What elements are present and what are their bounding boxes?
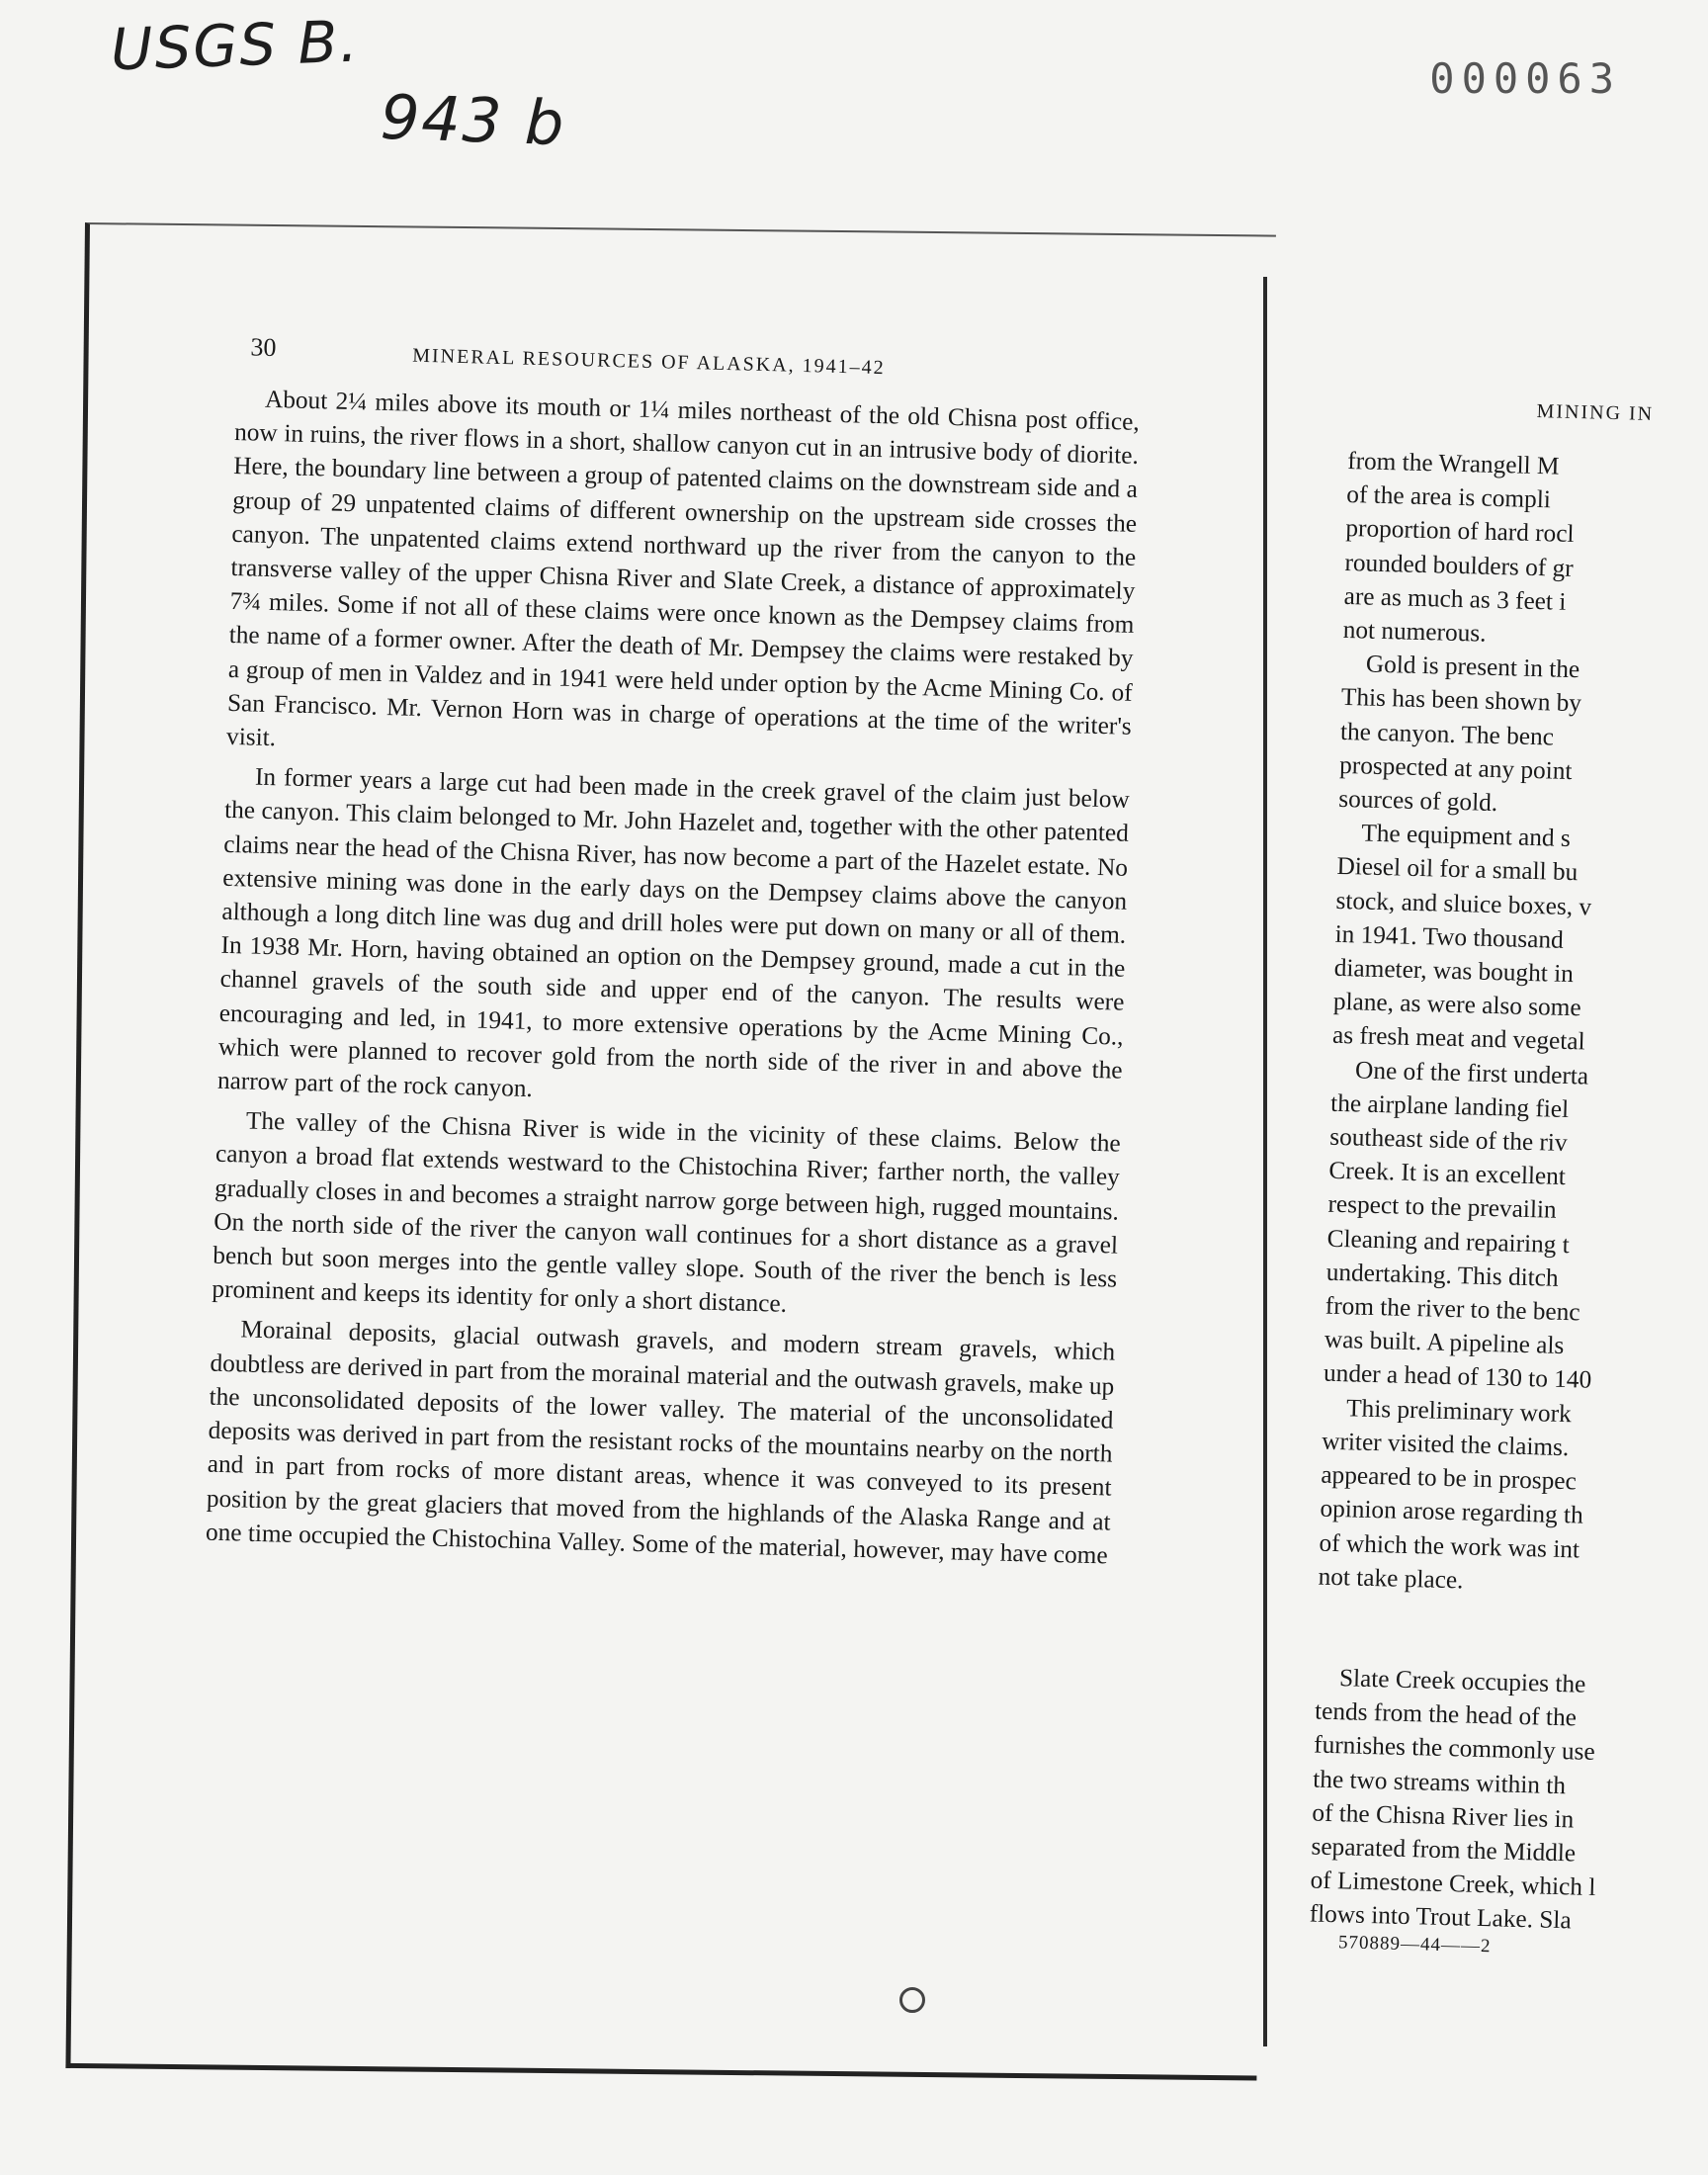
adjacent-line: flows into Trout Lake. Sla xyxy=(1309,1899,1572,1935)
adjacent-line: was built. A pipeline als xyxy=(1324,1325,1565,1360)
adjacent-line: tends from the head of the xyxy=(1314,1696,1578,1732)
page-gutter xyxy=(1263,277,1267,2046)
adjacent-line: sources of gold. xyxy=(1337,784,1498,818)
adjacent-line: separated from the Middle xyxy=(1311,1832,1577,1868)
adjacent-line: of the Chisna River lies in xyxy=(1312,1798,1575,1834)
adjacent-line: Gold is present in the xyxy=(1365,650,1580,684)
handwritten-note-number: 943 b xyxy=(379,80,567,160)
adjacent-line: writer visited the claims. xyxy=(1321,1427,1570,1462)
adjacent-line: not take place. xyxy=(1318,1562,1464,1595)
adjacent-line: under a head of 130 to 140 xyxy=(1323,1359,1592,1395)
main-page xyxy=(205,326,1141,1578)
adjacent-running-head: MINING IN xyxy=(1536,399,1655,426)
adjacent-line: Cleaning and repairing t xyxy=(1326,1224,1571,1259)
adjacent-line: prospected at any point xyxy=(1338,750,1573,785)
adjacent-line: Diesel oil for a small bu xyxy=(1336,852,1579,887)
adjacent-line: from the Wrangell M xyxy=(1346,446,1560,480)
paragraph-4: Morainal deposits, glacial outwash gravels, and modern stream gravels, which doubtless are derived in part from the morainal material and the outwash gravels, make up the unconsolidated deposits of the lower valley. The material of the unconsolidated deposits was derived in part from the resistant rocks of the mountains nearby on the north and in part from rocks of more distant areas, whence it was conveyed to its present position by the great glaciers that moved from the highlands of the Alaska Range and at one time occupied the Chistochina Valley. Some of the material, however, may have come xyxy=(205,1315,1116,1570)
scan-edge xyxy=(1665,0,1708,2175)
adjacent-line: The equipment and s xyxy=(1361,819,1572,853)
adjacent-line: in 1941. Two thousand xyxy=(1334,919,1565,954)
adjacent-line: Slate Creek occupies the xyxy=(1338,1664,1586,1698)
adjacent-line: from the river to the benc xyxy=(1324,1291,1580,1327)
punch-hole-mark xyxy=(899,1987,925,2013)
handwritten-note-series: USGS B. xyxy=(109,7,361,84)
paragraph-3: The valley of the Chisna River is wide in the vicinity of these claims. Below the canyon a broad flat extends westward to the Chistochina River; farther north, the valley gradually closes in and becomes a straight narrow gorge between high, rugged mountains. On the north side of the river the canyon wall continues for a short distance as a gravel bench but soon merges into the gentle valley slope. South of the river the bench is less prominent and keeps its identity for only a short distance. xyxy=(212,1106,1122,1319)
adjacent-line: of Limestone Creek, which l xyxy=(1310,1866,1596,1902)
adjacent-line: opinion arose regarding th xyxy=(1320,1494,1584,1529)
adjacent-line: of the area is compli xyxy=(1346,480,1552,514)
adjacent-line: rounded boulders of gr xyxy=(1344,548,1575,582)
adjacent-line: stock, and sluice boxes, v xyxy=(1335,886,1592,921)
adjacent-line: Creek. It is an excellent xyxy=(1328,1157,1567,1191)
adjacent-line: furnishes the commonly use xyxy=(1313,1730,1596,1767)
page-number: 30 xyxy=(250,332,277,363)
adjacent-line: are as much as 3 feet i xyxy=(1343,581,1567,616)
adjacent-line: of which the work was int xyxy=(1319,1528,1580,1563)
adjacent-line: One of the first underta xyxy=(1354,1056,1589,1090)
page-stamp-number: 000063 xyxy=(1429,54,1621,103)
paragraph-2: In former years a large cut had been made in the creek gravel of the claim just below the canyon. This claim belonged to Mr. John Hazelet and, together with the other patented claims near the head of the Chisna River, has now become a part of the Hazelet estate. No extensive mining was done in the early days on the Dempsey claims above the canyon although a long ditch line was dug and drill holes were put down on many or all of them. In 1938 Mr. Horn, having obtained an option on the Dempsey ground, made a cut in the channel gravels of the south side and upper end of the canyon. The results were encouraging and led, in 1941, to more extensive operations by the Acme Mining Co., which were planned to recover gold from the north side of the river in and above the narrow part of the rock canyon. xyxy=(216,762,1131,1103)
adjacent-line: not numerous. xyxy=(1342,615,1487,648)
printer-signature: 570889—44——2 xyxy=(1337,1931,1492,1957)
adjacent-line: diameter, was bought in xyxy=(1333,953,1575,989)
adjacent-page xyxy=(1309,395,1708,1970)
adjacent-line: proportion of hard rocl xyxy=(1345,514,1575,549)
adjacent-line: the canyon. The benc xyxy=(1339,717,1555,751)
adjacent-line: plane, as were also some xyxy=(1332,988,1582,1022)
running-head: MINERAL RESOURCES OF ALASKA, 1941–42 xyxy=(411,344,886,380)
paragraph-1: About 2¼ miles above its mouth or 1¼ miles northeast of the old Chisna post office, now in ruins, the river flows in a short, shallow canyon cut in an intrusive body of diorite. Here, the boundary line between a group of patented claims on the downstream side and a group of 29 unpatented claims of different ownership on the upstream side crosses the canyon. The unpatented claims extend northward up the river from the canyon to the transverse valley of the upper Chisna River and Slate Creek, a distance of approximately 7¾ miles. Some if not all of these claims were once known as the Dempsey claims from the name of a former owner. After the death of Mr. Dempsey the claims were restaked by a group of men in Valdez and in 1941 were held under option by the Acme Mining Co. of San Francisco. Mr. Vernon Horn was in charge of operations at the time of the writer's visit. xyxy=(225,385,1141,752)
adjacent-line: respect to the prevailin xyxy=(1327,1190,1557,1225)
adjacent-line: southeast side of the riv xyxy=(1328,1122,1568,1158)
adjacent-line: as fresh meat and vegetal xyxy=(1331,1021,1586,1056)
adjacent-line: undertaking. This ditch xyxy=(1325,1258,1559,1292)
adjacent-line: the airplane landing fiel xyxy=(1329,1088,1570,1123)
adjacent-line: This has been shown by xyxy=(1340,683,1582,718)
adjacent-line: This preliminary work xyxy=(1345,1393,1573,1428)
adjacent-line: the two streams within th xyxy=(1312,1765,1567,1799)
adjacent-line: appeared to be in prospec xyxy=(1321,1460,1578,1496)
